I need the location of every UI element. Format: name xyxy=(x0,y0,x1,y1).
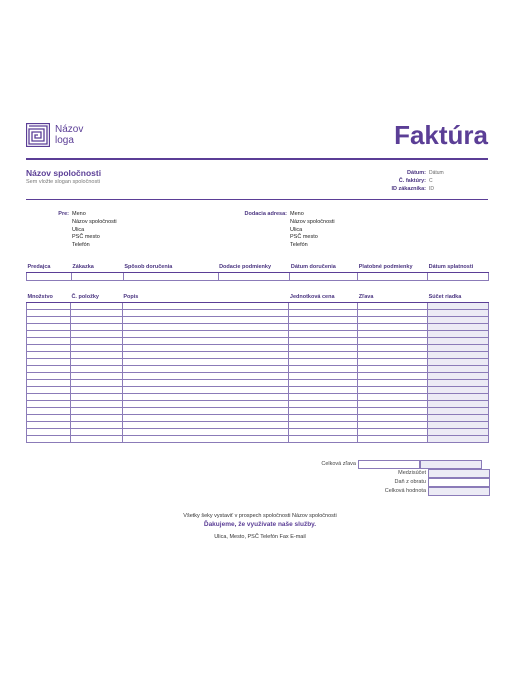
invoice-number-row xyxy=(340,177,490,185)
table-cell xyxy=(122,352,289,359)
table-cell xyxy=(358,310,428,317)
ship-to-line: Názov spoločnosti xyxy=(290,218,335,225)
table-cell xyxy=(122,345,289,352)
column-header: Č. položky xyxy=(70,293,122,303)
table-cell xyxy=(123,273,218,281)
footer-contact: Ulica, Mesto, PSČ Telefón Fax E-mail xyxy=(214,534,306,540)
table-cell xyxy=(27,310,71,317)
column-header: Dodacie podmienky xyxy=(218,263,290,273)
table-cell xyxy=(289,338,358,345)
table-cell xyxy=(289,429,358,436)
table-cell xyxy=(27,366,71,373)
table-cell xyxy=(122,338,289,345)
table-cell xyxy=(122,373,289,380)
table-row xyxy=(27,338,489,345)
table-cell xyxy=(428,310,489,317)
meta-rule xyxy=(26,199,488,200)
table-cell xyxy=(358,401,428,408)
table-cell xyxy=(122,331,289,338)
date-row xyxy=(340,169,490,177)
tax-row xyxy=(326,478,490,486)
table-cell xyxy=(122,380,289,387)
table-cell xyxy=(122,408,289,415)
table-row xyxy=(27,373,489,380)
table-cell xyxy=(289,380,358,387)
table-cell xyxy=(70,436,122,443)
table-cell xyxy=(27,331,71,338)
table-cell xyxy=(289,436,358,443)
table-cell xyxy=(122,415,289,422)
invoice-meta xyxy=(340,169,490,193)
ship-to-line: Ulica xyxy=(290,226,303,233)
table-cell xyxy=(358,338,428,345)
discount-total-label: Celková zľava xyxy=(321,461,356,467)
table-cell xyxy=(289,373,358,380)
ship-to-line: PSČ mesto xyxy=(290,234,318,241)
table-cell xyxy=(289,324,358,331)
table-cell xyxy=(289,401,358,408)
table-cell xyxy=(27,317,71,324)
subtotal-label: Medzisúčet xyxy=(398,470,426,476)
table-cell xyxy=(428,415,489,422)
invoice-title: Faktúra xyxy=(394,120,488,150)
table-cell xyxy=(70,317,122,324)
column-header: Platobné podmienky xyxy=(358,263,428,273)
table-cell xyxy=(27,273,72,281)
table-cell xyxy=(289,310,358,317)
table-cell xyxy=(122,422,289,429)
table-cell xyxy=(122,366,289,373)
table-cell xyxy=(358,373,428,380)
table-cell xyxy=(70,394,122,401)
table-cell xyxy=(27,352,71,359)
table-cell xyxy=(27,387,71,394)
table-cell xyxy=(122,394,289,401)
ship-to-label: Dodacia adresa: xyxy=(244,211,287,217)
table-cell xyxy=(428,429,489,436)
table-cell xyxy=(70,331,122,338)
table-cell xyxy=(358,436,428,443)
table-cell xyxy=(358,422,428,429)
table-cell xyxy=(70,387,122,394)
table-cell xyxy=(289,317,358,324)
date-value: Dátum xyxy=(429,170,444,176)
column-header: Zľava xyxy=(358,293,428,303)
table-cell xyxy=(70,408,122,415)
column-header: Spôsob doručenia xyxy=(123,263,218,273)
table-cell xyxy=(122,436,289,443)
customer-id-label: ID zákazníka: xyxy=(391,186,426,192)
column-header: Dátum doručenia xyxy=(290,263,358,273)
table-cell xyxy=(122,310,289,317)
table-cell xyxy=(358,408,428,415)
table-cell xyxy=(289,366,358,373)
table-cell xyxy=(70,352,122,359)
table-cell xyxy=(428,366,489,373)
table-cell xyxy=(122,429,289,436)
table-cell xyxy=(122,303,289,310)
bill-to-line: Názov spoločnosti xyxy=(72,218,117,225)
table-cell xyxy=(428,401,489,408)
table-row xyxy=(27,394,489,401)
table-cell xyxy=(27,436,71,443)
table-cell xyxy=(70,303,122,310)
table-cell xyxy=(70,338,122,345)
table-cell xyxy=(289,422,358,429)
table-cell xyxy=(218,273,290,281)
table-cell xyxy=(358,303,428,310)
table-cell xyxy=(27,415,71,422)
table-row xyxy=(27,331,489,338)
table-cell xyxy=(428,408,489,415)
table-cell xyxy=(358,331,428,338)
table-cell xyxy=(289,408,358,415)
logo-text xyxy=(55,124,83,146)
grand-total-row xyxy=(326,487,490,495)
logo-icon xyxy=(26,123,50,147)
table-cell xyxy=(70,359,122,366)
table-cell xyxy=(122,387,289,394)
bill-to-line: PSČ mesto xyxy=(72,234,100,241)
grand-total-label: Celková hodnota xyxy=(384,488,426,494)
table-cell xyxy=(27,401,71,408)
table-row xyxy=(27,310,489,317)
footer-payment-note: Všetky šeky vystaviť v prospech spoločnosti Názov spoločnosti xyxy=(183,513,337,519)
column-header: Popis xyxy=(122,293,289,303)
tax-value xyxy=(428,478,490,487)
table-cell xyxy=(428,436,489,443)
column-header: Jednotková cena xyxy=(289,293,358,303)
bill-to-label: Pre: xyxy=(58,211,69,217)
column-header: Množstvo xyxy=(27,293,71,303)
table-cell xyxy=(289,352,358,359)
table-cell xyxy=(289,345,358,352)
table-cell xyxy=(358,366,428,373)
company-slogan: Sem vložte slogan spoločnosti xyxy=(26,179,100,185)
table-cell xyxy=(358,380,428,387)
table-row xyxy=(27,345,489,352)
table-cell xyxy=(27,324,71,331)
table-cell xyxy=(27,338,71,345)
table-cell xyxy=(70,324,122,331)
ship-to-line: Meno xyxy=(290,211,304,217)
table-cell xyxy=(27,394,71,401)
table-cell xyxy=(358,324,428,331)
footer-thanks: Ďakujeme, že využívate naše služby. xyxy=(203,521,317,528)
table-cell xyxy=(428,345,489,352)
table-cell xyxy=(428,352,489,359)
table-cell xyxy=(358,352,428,359)
order-info-header-row xyxy=(27,263,489,273)
table-cell xyxy=(27,359,71,366)
table-cell xyxy=(70,422,122,429)
header-rule xyxy=(26,158,488,160)
table-cell xyxy=(290,273,358,281)
discount-total-sum xyxy=(420,460,482,469)
items-header-row xyxy=(27,293,489,303)
table-row xyxy=(27,401,489,408)
column-header: Zákazka xyxy=(71,263,123,273)
table-row xyxy=(27,303,489,310)
table-cell xyxy=(289,303,358,310)
date-label: Dátum: xyxy=(407,170,426,176)
column-header: Súčet riadka xyxy=(428,293,489,303)
table-cell xyxy=(358,317,428,324)
table-cell xyxy=(428,317,489,324)
table-cell xyxy=(27,422,71,429)
table-cell xyxy=(358,345,428,352)
table-cell xyxy=(27,303,71,310)
table-row xyxy=(27,415,489,422)
table-cell xyxy=(70,380,122,387)
table-cell xyxy=(122,324,289,331)
table-cell xyxy=(70,373,122,380)
column-header: Dátum splatnosti xyxy=(428,263,489,273)
table-cell xyxy=(289,387,358,394)
ship-to-lines xyxy=(290,211,410,250)
invoice-number-label: Č. faktúry: xyxy=(398,178,426,184)
table-row xyxy=(27,422,489,429)
table-cell xyxy=(70,415,122,422)
table-row xyxy=(27,408,489,415)
table-row xyxy=(27,359,489,366)
table-cell xyxy=(358,415,428,422)
table-cell xyxy=(358,394,428,401)
table-cell xyxy=(428,338,489,345)
table-cell xyxy=(428,273,489,281)
table-cell xyxy=(428,394,489,401)
ship-to-line: Telefón xyxy=(290,242,308,249)
table-cell xyxy=(428,380,489,387)
tax-label: Daň z obratu xyxy=(394,479,426,485)
table-cell xyxy=(27,429,71,436)
logo-line-2: loga xyxy=(55,135,74,146)
table-cell xyxy=(358,359,428,366)
table-cell xyxy=(428,324,489,331)
table-cell xyxy=(71,273,123,281)
table-cell xyxy=(70,429,122,436)
logo-line-1: Názov xyxy=(55,124,84,135)
discount-total-value xyxy=(358,460,420,469)
table-cell xyxy=(428,331,489,338)
table-cell xyxy=(27,408,71,415)
bill-to-line: Ulica xyxy=(72,226,85,233)
table-row xyxy=(27,317,489,324)
table-cell xyxy=(428,359,489,366)
table-row xyxy=(27,352,489,359)
table-cell xyxy=(70,345,122,352)
table-cell xyxy=(289,359,358,366)
table-cell xyxy=(27,373,71,380)
table-row xyxy=(27,429,489,436)
table-row xyxy=(27,436,489,443)
grand-total-value xyxy=(428,487,490,496)
table-cell xyxy=(70,401,122,408)
table-cell xyxy=(289,331,358,338)
table-cell xyxy=(70,310,122,317)
company-name: Názov spoločnosti xyxy=(26,168,102,178)
table-cell xyxy=(428,422,489,429)
table-cell xyxy=(428,373,489,380)
table-row xyxy=(27,324,489,331)
table-cell xyxy=(122,401,289,408)
order-info-table xyxy=(26,263,489,281)
table-cell xyxy=(358,273,428,281)
items-table xyxy=(26,293,489,443)
table-cell xyxy=(27,345,71,352)
bill-to-line: Meno xyxy=(72,211,86,217)
table-row xyxy=(27,380,489,387)
table-cell xyxy=(122,317,289,324)
order-info-row xyxy=(27,273,489,281)
table-cell xyxy=(70,366,122,373)
table-cell xyxy=(289,394,358,401)
subtotal-value xyxy=(428,469,490,478)
table-row xyxy=(27,387,489,394)
customer-id-row xyxy=(340,185,490,193)
discount-total-row xyxy=(256,460,482,468)
table-row xyxy=(27,366,489,373)
customer-id-value: ID xyxy=(429,186,434,192)
table-cell xyxy=(428,387,489,394)
column-header: Predajca xyxy=(27,263,72,273)
subtotal-row xyxy=(326,469,490,477)
table-cell xyxy=(358,429,428,436)
bill-to-lines xyxy=(72,211,192,250)
table-cell xyxy=(289,415,358,422)
table-cell xyxy=(122,359,289,366)
bill-to-line: Telefón xyxy=(72,242,90,249)
table-cell xyxy=(428,303,489,310)
table-cell xyxy=(27,380,71,387)
table-cell xyxy=(358,387,428,394)
invoice-number-value: C xyxy=(429,178,433,184)
